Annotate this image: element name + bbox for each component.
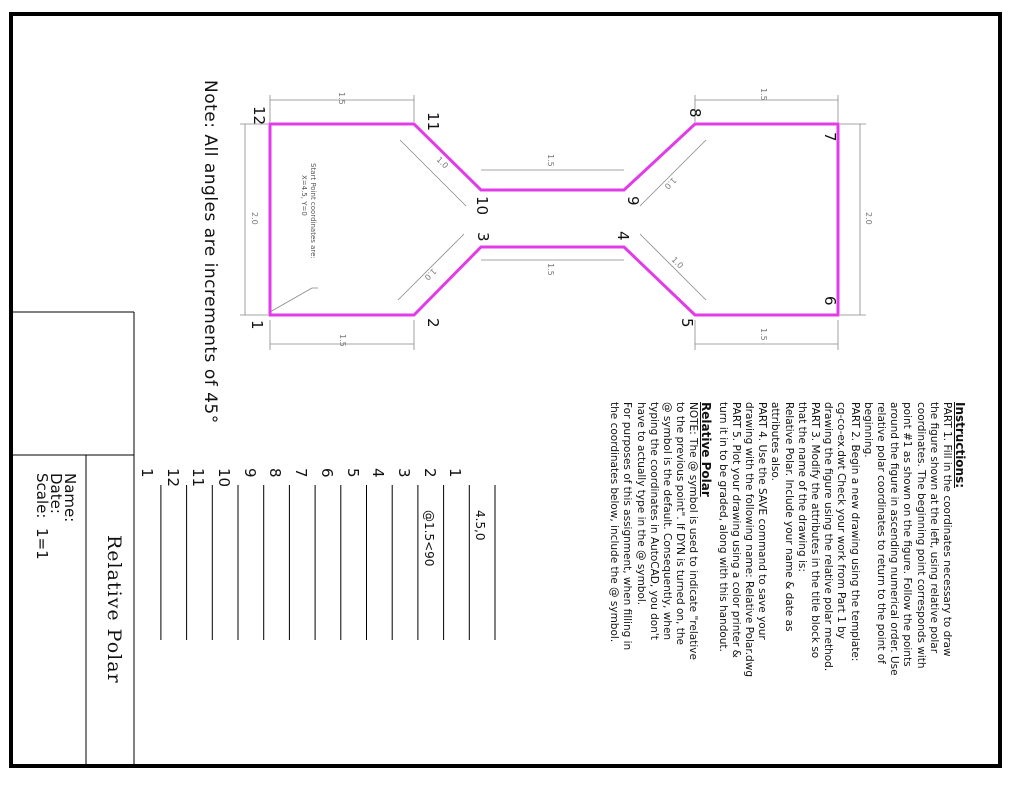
point-label-5: 5 bbox=[678, 318, 696, 328]
answer-row-number: 1 bbox=[137, 468, 156, 478]
point-label-9: 9 bbox=[624, 196, 642, 206]
answer-row-number: 12 bbox=[163, 468, 182, 488]
dim-7-8: 1.5 bbox=[759, 88, 768, 101]
start-point-line1: Start Point coordinates are: bbox=[309, 163, 317, 259]
dim-6-7: 2.0 bbox=[864, 212, 873, 225]
relative-polar-line: NOTE: The @ symbol is used to indicate "relative bbox=[687, 402, 700, 660]
name-label: Name: bbox=[61, 473, 79, 523]
answer-row-number: 1 bbox=[446, 468, 465, 478]
point-label-8: 8 bbox=[686, 108, 704, 118]
instruction-line: beginning. bbox=[861, 402, 874, 458]
relative-polar-line: @ symbol is the default. Consequently, when bbox=[660, 402, 673, 641]
point-label-2: 2 bbox=[424, 318, 442, 328]
instruction-line: cg-co-ex.dwt Check your work from Part 1 by bbox=[835, 402, 848, 640]
dim-9-10: 1.5 bbox=[546, 154, 555, 167]
dim-3-4: 1.5 bbox=[546, 263, 555, 276]
answer-row-number: 3 bbox=[394, 468, 413, 478]
angles-note: Note: All angles are increments of 45° bbox=[200, 80, 220, 424]
scale-value: 1=1 bbox=[33, 527, 51, 560]
answer-row-number: 4 bbox=[369, 468, 388, 478]
answer-lines bbox=[161, 485, 495, 640]
point-label-12: 12 bbox=[250, 106, 268, 126]
point-label-1: 1 bbox=[248, 320, 266, 330]
answer-row-number: 5 bbox=[343, 468, 362, 478]
instruction-line: point #1 as shown on the figure. Follow the points bbox=[901, 402, 914, 667]
instruction-line: PART 3. Modify the attributes in the title block so bbox=[808, 402, 821, 659]
dim-12-1: 2.0 bbox=[250, 212, 259, 225]
dim-2-3: 1.0 bbox=[422, 266, 438, 282]
instruction-line: Relative Polar. Include your name & date as bbox=[782, 402, 795, 632]
relative-polar-line: For purposes of this assignment, when filling in bbox=[621, 402, 634, 651]
answer-row-value[interactable]: 4.5,0 bbox=[473, 510, 487, 541]
instruction-line: PART 2. Begin a new drawing using the template: bbox=[848, 402, 861, 662]
scale-label: Scale: bbox=[33, 473, 51, 519]
point-label-11: 11 bbox=[424, 112, 442, 132]
title-block-fields bbox=[35, 473, 77, 560]
point-label-7: 7 bbox=[821, 132, 839, 142]
instructions-text bbox=[715, 402, 953, 677]
relative-polar-line: have to actually type in the @ symbol. bbox=[634, 402, 647, 606]
dim-5-6: 1.5 bbox=[759, 328, 768, 341]
relative-polar-line: to the previous point". If DYN is turned on, the bbox=[674, 402, 687, 645]
answer-row-number: 8 bbox=[266, 468, 285, 478]
relative-polar-line: typing the coordinates in AutoCAD, you don't bbox=[647, 402, 660, 640]
instruction-line: PART 1. Fill in the coordinates necessary to draw bbox=[941, 402, 953, 657]
answer-row-number: 7 bbox=[292, 468, 311, 478]
dimension-lines bbox=[240, 95, 866, 350]
answer-row-number: 6 bbox=[317, 468, 336, 478]
answer-row-number: 11 bbox=[189, 468, 208, 488]
dim-4-5: 1.0 bbox=[669, 255, 685, 271]
point-label-10: 10 bbox=[473, 196, 491, 216]
dim-8-9: 1.0 bbox=[662, 175, 678, 191]
point-labels bbox=[248, 106, 839, 330]
scale-row bbox=[35, 473, 49, 560]
instruction-line: around the figure in ascending numerical order. Use bbox=[888, 402, 901, 676]
dim-10-11: 1.0 bbox=[434, 155, 450, 171]
instructions-heading: Instructions: bbox=[953, 402, 967, 489]
instruction-line: PART 5. Plot your drawing using a color printer & bbox=[729, 402, 742, 658]
drawing-title: Relative Polar bbox=[103, 535, 125, 684]
point-label-4: 4 bbox=[614, 231, 632, 241]
instruction-line: drawing with the following name: Relative Polar.dwg bbox=[742, 402, 755, 677]
answer-row-number: 9 bbox=[240, 468, 259, 478]
dim-11-12: 1.5 bbox=[337, 92, 346, 105]
start-point-line2: X=4.5, Y=0 bbox=[300, 175, 308, 216]
relative-polar-line: the coordinates below, include the @ symbol. bbox=[608, 402, 621, 643]
date-label: Date: bbox=[47, 473, 65, 514]
instructions-block bbox=[607, 402, 967, 677]
answer-row-number: 2 bbox=[420, 468, 439, 478]
instruction-line: the figure shown at the left, using relative polar bbox=[927, 402, 940, 654]
instruction-line: attributes also. bbox=[769, 402, 782, 482]
answer-row-number: 10 bbox=[215, 468, 233, 488]
relative-polar-heading: Relative Polar bbox=[699, 402, 714, 497]
figure-outline bbox=[270, 124, 838, 315]
instruction-line: drawing the figure using the relative polar method. bbox=[822, 402, 835, 672]
point-label-3: 3 bbox=[474, 232, 492, 242]
instruction-line: PART 4. Use the SAVE command to save your bbox=[756, 402, 769, 640]
instruction-line: turn it in to be graded, along with this handout. bbox=[716, 402, 729, 652]
instruction-line: coordinates. The beginning point corresponds with bbox=[914, 402, 927, 669]
instruction-line: relative polar coordinates to return to the point of bbox=[874, 402, 887, 664]
point-label-6: 6 bbox=[821, 296, 839, 306]
relative-polar-note bbox=[607, 402, 699, 677]
instruction-line: that the name of the drawing is: bbox=[795, 402, 808, 572]
answer-row-value[interactable]: @1.5<90 bbox=[421, 510, 436, 567]
dim-1-2: 1.5 bbox=[338, 334, 347, 347]
